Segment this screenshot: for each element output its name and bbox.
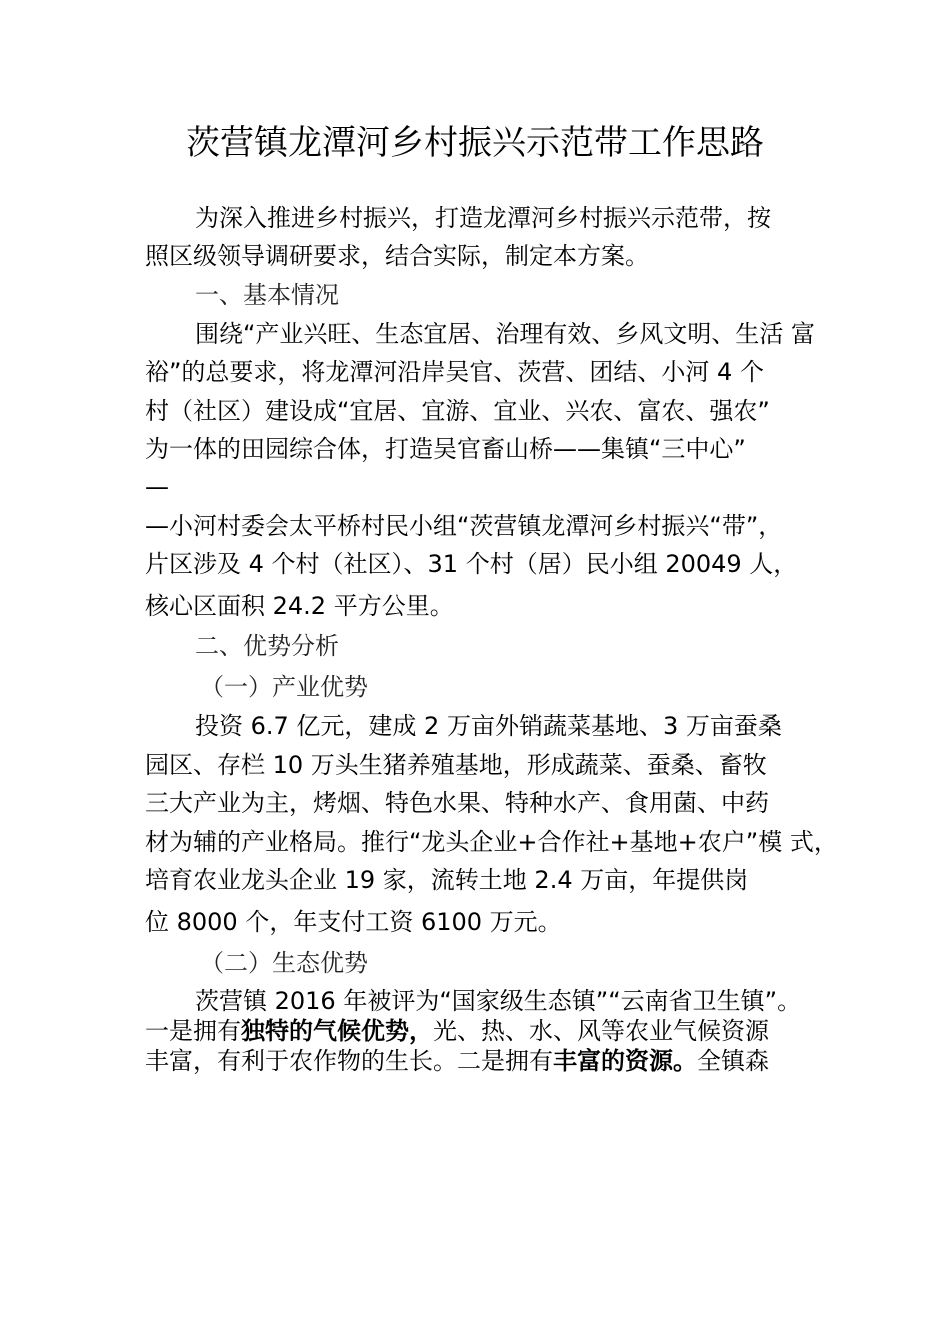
section-heading: 一、基本情况 [195, 281, 339, 309]
text-run: 光、热、水、风等农业气候资源 [433, 1017, 769, 1045]
paragraph-line: 片区涉及 4 个村（社区）、31 个村（居）民小组 20049 人， [145, 550, 798, 578]
paragraph-line: 材为辅的产业格局。推行“龙头企业+合作社+基地+农户”模 式， [145, 828, 838, 856]
paragraph-line: 裕”的总要求，将龙潭河沿岸吴官、茨营、团结、小河 4 个 [145, 358, 764, 386]
paragraph-line: 园区、存栏 10 万头生猪养殖基地，形成蔬菜、蚕桑、畜牧 [145, 751, 767, 779]
paragraph-line: 投资 6.7 亿元，建成 2 万亩外销蔬菜基地、3 万亩蚕桑 [195, 712, 782, 740]
paragraph-line: 位 8000 个，年支付工资 6100 万元。 [145, 908, 562, 936]
subsection-heading: （二）生态优势 [200, 949, 368, 977]
section-heading: 二、优势分析 [195, 632, 339, 660]
paragraph-line: 村（社区）建设成“宜居、宜游、宜业、兴农、富农、强农” [145, 397, 770, 425]
text-run: 全镇森 [697, 1047, 769, 1075]
paragraph-line [145, 1016, 769, 1046]
paragraph-line: 三大产业为主，烤烟、特色水果、特种水产、食用菌、中药 [145, 789, 769, 817]
paragraph-line: — [145, 473, 169, 501]
paragraph-line: —小河村委会太平桥村民小组“茨营镇龙潭河乡村振兴“带”， [145, 512, 783, 540]
paragraph-line: 为一体的田园综合体，打造吴官畜山桥——集镇“三中心” [145, 435, 746, 463]
bold-phrase: 丰富的资源。 [553, 1047, 697, 1075]
paragraph-line: 培育农业龙头企业 19 家，流转土地 2.4 万亩，年提供岗 [145, 866, 749, 894]
paragraph-line [145, 1046, 769, 1076]
text-run: 丰富，有利于农作物的生长。二是拥有 [145, 1047, 553, 1075]
subsection-heading: （一）产业优势 [200, 673, 368, 701]
paragraph-line: 照区级领导调研要求，结合实际，制定本方案。 [145, 242, 649, 270]
bold-phrase: 独特的气候优势， [241, 1017, 433, 1045]
text-run: 一是拥有 [145, 1017, 241, 1045]
paragraph-line: 围绕“产业兴旺、生态宜居、治理有效、乡风文明、生活 富 [195, 320, 816, 348]
document-title: 茨营镇龙潭河乡村振兴示范带工作思路 [186, 123, 764, 163]
paragraph-line: 茨营镇 2016 年被评为“国家级生态镇”“云南省卫生镇”。 [195, 987, 802, 1015]
paragraph-line: 核心区面积 24.2 平方公里。 [145, 592, 454, 620]
paragraph-line: 为深入推进乡村振兴，打造龙潭河乡村振兴示范带，按 [195, 204, 771, 232]
